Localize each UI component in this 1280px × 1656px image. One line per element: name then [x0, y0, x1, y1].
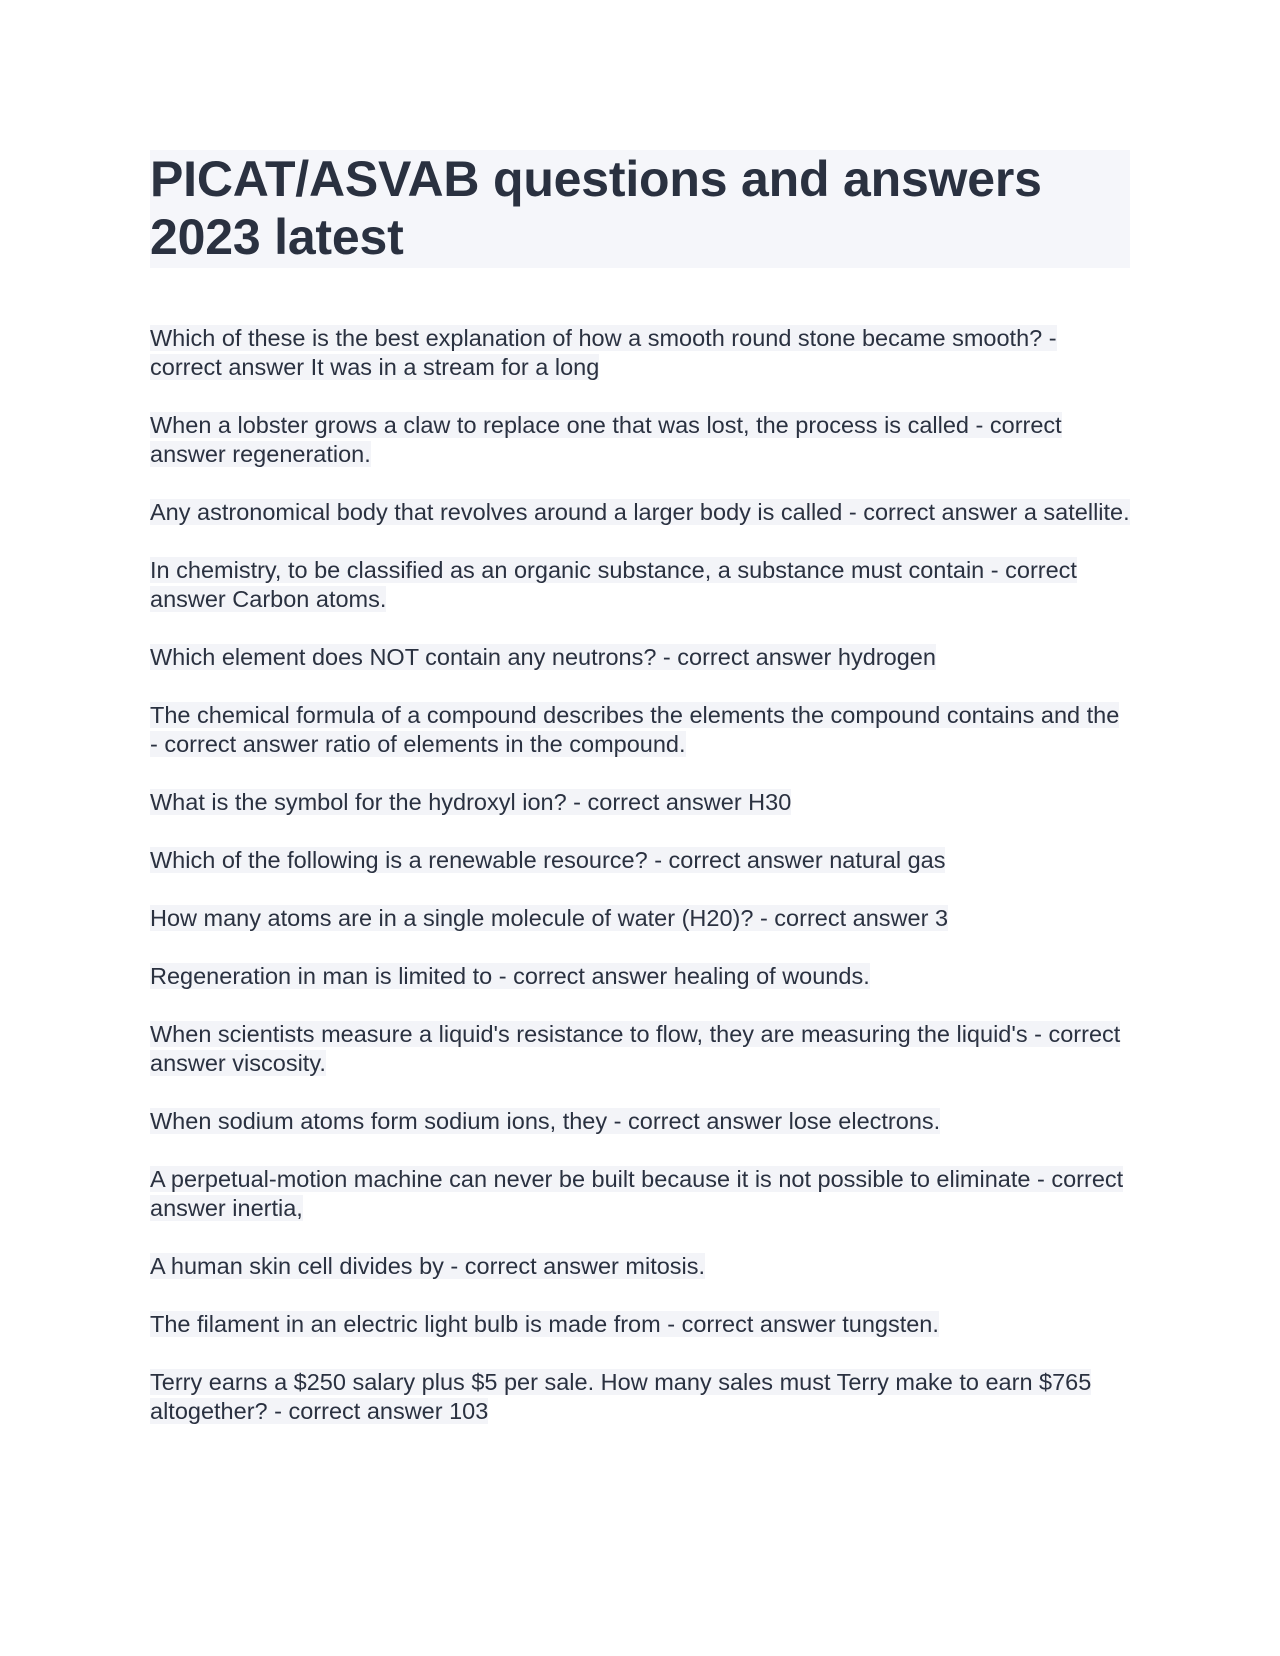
qa-item: Any astronomical body that revolves around a larger body is called - correct answer a satellite. — [150, 499, 1130, 525]
qa-list — [150, 324, 1130, 1426]
qa-item: In chemistry, to be classified as an organic substance, a substance must contain - correct answer Carbon atoms. — [150, 557, 1077, 612]
qa-item: Which of the following is a renewable resource? - correct answer natural gas — [150, 847, 946, 873]
qa-item: When sodium atoms form sodium ions, they - correct answer lose electrons. — [150, 1108, 941, 1134]
qa-item: Which of these is the best explanation of how a smooth round stone became smooth? - correct answer It was in a stream for a long — [150, 325, 1057, 380]
qa-item: A human skin cell divides by - correct answer mitosis. — [150, 1253, 706, 1279]
document-page — [150, 150, 1130, 1455]
qa-item: What is the symbol for the hydroxyl ion? - correct answer H30 — [150, 789, 792, 815]
qa-item: Which element does NOT contain any neutrons? - correct answer hydrogen — [150, 644, 936, 670]
qa-item: When a lobster grows a claw to replace one that was lost, the process is called - correct answer regeneration. — [150, 412, 1062, 467]
qa-item: The filament in an electric light bulb is made from - correct answer tungsten. — [150, 1311, 939, 1337]
title-block — [150, 150, 1130, 268]
qa-item: When scientists measure a liquid's resistance to flow, they are measuring the liquid's - correct answer viscosity. — [150, 1021, 1121, 1076]
qa-item: A perpetual-motion machine can never be built because it is not possible to eliminate - correct answer inertia, — [150, 1166, 1124, 1221]
qa-item: The chemical formula of a compound describes the elements the compound contains and the - correct answer ratio of elements in the compound. — [150, 702, 1120, 757]
qa-item: How many atoms are in a single molecule of water (H20)? - correct answer 3 — [150, 905, 949, 931]
qa-item: Terry earns a $250 salary plus $5 per sale. How many sales must Terry make to earn $765 altogether? - correct answer 103 — [150, 1369, 1092, 1424]
document-title: PICAT/ASVAB questions and answers 2023 latest — [150, 151, 1042, 265]
qa-item: Regeneration in man is limited to - correct answer healing of wounds. — [150, 963, 870, 989]
